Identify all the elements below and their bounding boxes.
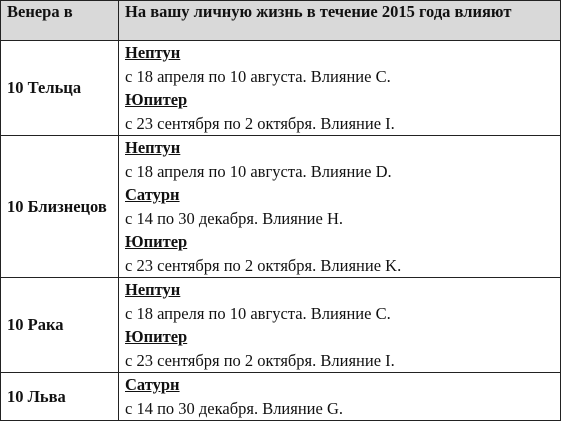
influence-cell: [119, 136, 561, 278]
planet-name: Нептун: [125, 43, 181, 62]
table-row: [1, 136, 561, 278]
planet-entry: [125, 325, 560, 372]
planet-name: Юпитер: [125, 232, 188, 251]
sign-cell: 10 Льва: [1, 373, 119, 421]
planet-period: с 18 апреля по 10 августа. Влияние D.: [125, 162, 392, 181]
planet-name: Юпитер: [125, 327, 188, 346]
table-row: [1, 373, 561, 421]
influence-cell: [119, 373, 561, 421]
header-venus-in: Венера в: [1, 1, 119, 41]
planet-period: с 23 сентября по 2 октября. Влияние I.: [125, 351, 395, 370]
planet-name: Нептун: [125, 138, 181, 157]
planet-entry: [125, 183, 560, 230]
planet-name: Сатурн: [125, 185, 180, 204]
planet-entry: [125, 41, 560, 88]
planet-period: с 23 сентября по 2 октября. Влияние K.: [125, 256, 402, 275]
planet-entry: [125, 88, 560, 135]
influence-cell: [119, 278, 561, 373]
table-row: [1, 41, 561, 136]
sign-cell: 10 Рака: [1, 278, 119, 373]
influence-cell: [119, 41, 561, 136]
sign-cell: 10 Тельца: [1, 41, 119, 136]
sign-cell: 10 Близнецов: [1, 136, 119, 278]
planet-period: с 14 по 30 декабря. Влияние H.: [125, 209, 344, 228]
planet-period: с 23 сентября по 2 октября. Влияние I.: [125, 114, 395, 133]
planet-entry: [125, 373, 560, 420]
planet-period: с 14 по 30 декабря. Влияние G.: [125, 399, 344, 418]
planet-period: с 18 апреля по 10 августа. Влияние С.: [125, 304, 391, 323]
planet-entry: [125, 230, 560, 277]
planet-entry: [125, 136, 560, 183]
planet-name: Сатурн: [125, 375, 180, 394]
table-row: [1, 278, 561, 373]
planet-name: Нептун: [125, 280, 181, 299]
header-row: [1, 1, 561, 41]
planet-name: Юпитер: [125, 90, 188, 109]
planet-entry: [125, 278, 560, 325]
planet-period: с 18 апреля по 10 августа. Влияние С.: [125, 67, 391, 86]
header-influences: На вашу личную жизнь в течение 2015 года влияют: [119, 1, 561, 41]
